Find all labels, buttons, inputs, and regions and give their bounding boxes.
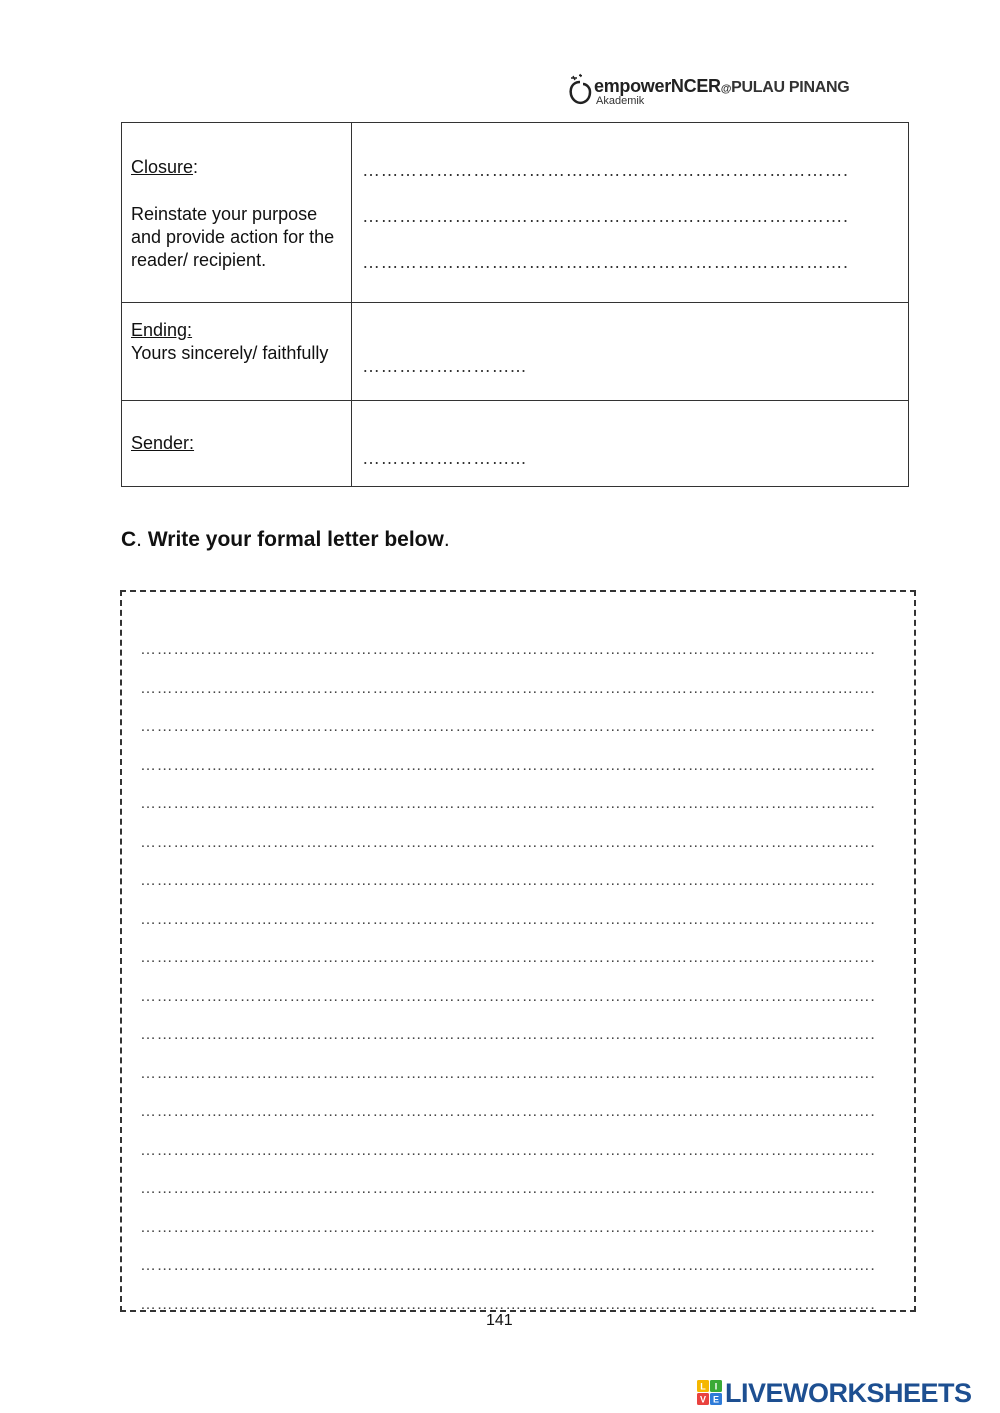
cube-letter-l: L (700, 1381, 706, 1392)
sender-answer-cell[interactable] (352, 401, 909, 487)
table-row-closure (122, 123, 909, 303)
brand-place: PULAU PINANG (731, 79, 850, 96)
cube-letter-v: V (699, 1394, 707, 1405)
page-number: 141 (486, 1312, 513, 1329)
ending-line[interactable]: ……………………... (362, 356, 527, 376)
sender-label-cell (122, 401, 352, 487)
brand-name (594, 76, 849, 97)
answer-line[interactable]: ……………………………………………………………………………………………………………………. (140, 833, 876, 851)
sender-title: Sender: (131, 433, 195, 453)
answer-line[interactable]: ……………………………………………………………………………………………………………………. (140, 795, 876, 812)
answer-line[interactable]: ……………………………………………………………………………………………………………………. (140, 1141, 876, 1159)
answer-line[interactable]: ……………………………………………………………………………………………………………………. (140, 679, 876, 697)
letter-outline-table (121, 122, 909, 487)
brand-sub: Akademik (596, 95, 645, 107)
liveworksheets-cubes-icon (697, 1380, 723, 1406)
section-c-letter: C (121, 528, 137, 551)
closure-title (131, 156, 341, 179)
section-c-heading: C. Write your formal letter below. (121, 528, 450, 551)
closure-title-colon: : (193, 157, 199, 177)
answer-line[interactable]: ……………………………………………………………………………………………………………………. (140, 910, 876, 928)
section-c-text: Write your formal letter below (147, 528, 444, 551)
answer-line[interactable]: ……………………………………………………………………………………………………………………. (140, 987, 876, 1005)
closure-line-3[interactable]: ……………………………………………………………………. (362, 252, 849, 272)
closure-label-cell (122, 123, 352, 303)
formal-letter-answer-box[interactable] (120, 590, 916, 1312)
answer-line[interactable]: ……………………………………………………………………………………………………………………. (140, 718, 876, 735)
closure-title-text: Closure (131, 157, 194, 177)
liveworksheets-watermark (697, 1378, 997, 1412)
answer-line[interactable]: ……………………………………………………………………………………………………………………. (140, 872, 876, 889)
cube-letter-i: I (714, 1381, 718, 1392)
cube-letter-e: E (712, 1394, 720, 1405)
answer-line[interactable]: ……………………………………………………………………………………………………………………. (140, 756, 876, 774)
answer-line[interactable]: ……………………………………………………………………………………………………………………. (140, 641, 876, 658)
answer-line[interactable]: ……………………………………………………………………………………………………………………. (140, 1218, 876, 1236)
answer-line[interactable]: ……………………………………………………………………………………………………………………. (140, 1257, 876, 1274)
table-row-sender (122, 401, 909, 487)
ending-description: Yours sincerely/ faithfully (131, 343, 329, 363)
closure-answer-cell[interactable] (352, 123, 909, 303)
answer-line[interactable]: ……………………………………………………………………………………………………………………. (140, 1295, 876, 1313)
answer-line[interactable]: ……………………………………………………………………………………………………………………. (140, 949, 876, 966)
ending-title: Ending: (131, 320, 193, 340)
answer-line[interactable]: ……………………………………………………………………………………………………………………. (140, 1180, 876, 1197)
closure-description: Reinstate your purpose and provide action for the reader/ recipient. (131, 204, 335, 270)
answer-line[interactable]: ……………………………………………………………………………………………………………………. (140, 1103, 876, 1120)
sender-line[interactable]: ……………………... (362, 448, 527, 468)
closure-line-1[interactable]: ……………………………………………………………………. (362, 160, 849, 180)
section-c-period: . (443, 528, 450, 551)
answer-line[interactable]: ……………………………………………………………………………………………………………………. (140, 1026, 876, 1043)
ending-answer-cell[interactable] (352, 303, 909, 401)
brand-at: @ (720, 83, 732, 95)
swirl-logo-icon (566, 72, 594, 108)
empowerncer-logo (566, 70, 886, 112)
answer-line[interactable]: ……………………………………………………………………………………………………………………. (140, 1064, 876, 1082)
closure-line-2[interactable]: ……………………………………………………………………. (362, 206, 849, 226)
ending-label-cell (122, 303, 352, 401)
table-row-ending (122, 303, 909, 401)
liveworksheets-text: LIVEWORKSHEETS (725, 1378, 972, 1408)
brand-main: empowerNCER (594, 76, 721, 96)
